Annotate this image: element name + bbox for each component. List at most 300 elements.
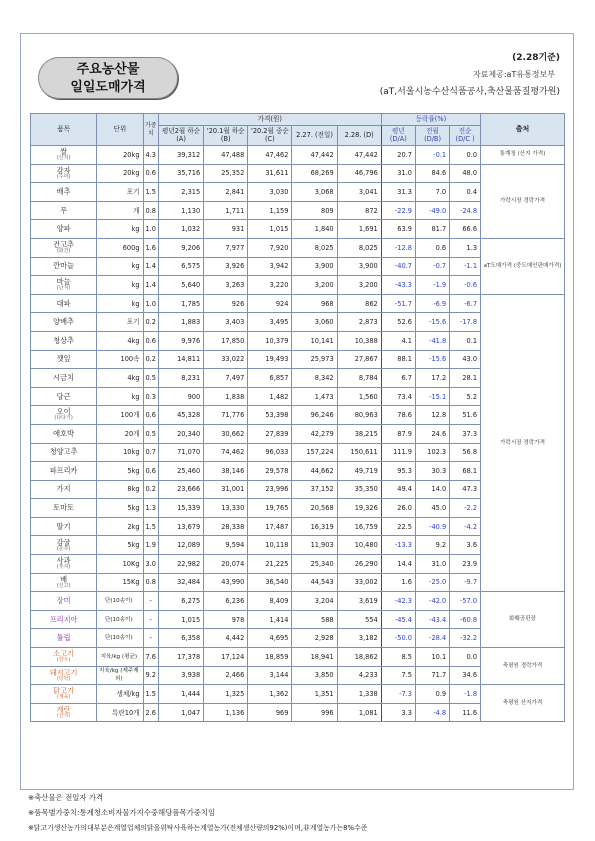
cell-item (31, 294, 97, 313)
col-unit: 단위 (97, 114, 143, 146)
item-name: 닭고기 (53, 686, 75, 696)
cell-rate-db: 24.6 (415, 424, 449, 443)
cell-price-b: 7,977 (204, 238, 248, 257)
cell-weight: 1.3 (143, 499, 158, 518)
cell-unit: 10kg (97, 443, 143, 462)
cell-unit: 특란10개 (97, 703, 143, 722)
cell-price-a: 23,666 (158, 480, 203, 499)
cell-weight: 0.7 (143, 443, 158, 462)
cell-price-d: 8,025 (337, 238, 381, 257)
cell-rate-da: 73.4 (381, 387, 415, 406)
cell-rate-dc: -2.2 (450, 499, 481, 518)
cell-price-prev: 2,928 (292, 629, 337, 648)
cell-price-prev: 3,200 (292, 276, 337, 295)
cell-price-b: 28,338 (204, 517, 248, 536)
col-price-c: '20.2월 중순(C) (248, 126, 292, 146)
cell-unit: 지육/kg (평균) (97, 648, 143, 667)
cell-unit: 지육/kg (제주제외) (97, 666, 143, 685)
cell-price-b: 3,263 (204, 276, 248, 295)
cell-rate-dc: -1.1 (450, 257, 481, 276)
cell-price-a: 32,484 (158, 573, 203, 592)
cell-price-d: 10,388 (337, 331, 381, 350)
cell-weight: - (143, 610, 158, 629)
cell-rate-da: 111.9 (381, 443, 415, 462)
item-subname: (난지) (56, 285, 71, 292)
cell-price-d: 26,290 (337, 555, 381, 574)
cell-unit: 100속 (97, 350, 143, 369)
col-price-a: 평년2월 하순(A) (158, 126, 203, 146)
cell-rate-da: 6.7 (381, 369, 415, 388)
cell-weight: 1.4 (143, 276, 158, 295)
cell-item (31, 406, 97, 425)
cell-price-c: 3,220 (248, 276, 292, 295)
cell-rate-db: -15.6 (415, 350, 449, 369)
cell-weight: 0.2 (143, 480, 158, 499)
item-name: 튤립 (56, 633, 71, 643)
item-subname: (산지) (56, 712, 71, 719)
cell-price-a: 25,460 (158, 462, 203, 481)
cell-rate-da: -12.8 (381, 238, 415, 257)
cell-weight: 0.6 (143, 164, 158, 183)
item-name: 오이 (56, 407, 71, 417)
cell-rate-db: 10.1 (415, 648, 449, 667)
cell-price-d: 3,041 (337, 183, 381, 202)
cell-rate-db: -15.6 (415, 313, 449, 332)
cell-item (31, 480, 97, 499)
cell-unit: kg (97, 276, 143, 295)
cell-unit: 20kg (97, 146, 143, 165)
cell-rate-db: -6.9 (415, 294, 449, 313)
cell-rate-dc: -32.2 (450, 629, 481, 648)
cell-rate-dc: -9.7 (450, 573, 481, 592)
cell-item (31, 276, 97, 295)
col-rate-dc: 전순 (D/C ) (450, 126, 481, 146)
cell-price-b: 6,236 (204, 592, 248, 611)
cell-rate-da: -45.4 (381, 610, 415, 629)
cell-rate-db: -0.7 (415, 257, 449, 276)
cell-price-c: 18,859 (248, 648, 292, 667)
cell-price-b: 30,662 (204, 424, 248, 443)
cell-price-c: 1,482 (248, 387, 292, 406)
cell-price-d: 35,350 (337, 480, 381, 499)
cell-unit: 10Kg (97, 555, 143, 574)
item-name: 깐마늘 (53, 261, 75, 271)
table-row (31, 648, 565, 667)
cell-item (31, 499, 97, 518)
item-name: 양파 (56, 224, 71, 234)
cell-rate-db: 9.2 (415, 536, 449, 555)
item-name: 돼지고기 (49, 667, 78, 677)
cell-rate-db: 102.3 (415, 443, 449, 462)
cell-price-a: 8,231 (158, 369, 203, 388)
cell-price-prev: 47,442 (292, 146, 337, 165)
cell-weight: 1.9 (143, 536, 158, 555)
cell-rate-da: -40.7 (381, 257, 415, 276)
cell-item (31, 220, 97, 239)
cell-unit: kg (97, 257, 143, 276)
cell-rate-db: 0.6 (415, 238, 449, 257)
cell-item (31, 703, 97, 722)
cell-price-c: 3,144 (248, 666, 292, 685)
cell-rate-da: 20.7 (381, 146, 415, 165)
cell-price-c: 3,030 (248, 183, 292, 202)
cell-rate-da: -50.0 (381, 629, 415, 648)
cell-rate-dc: -1.8 (450, 685, 481, 704)
cell-rate-db: -40.9 (415, 517, 449, 536)
item-name: 딸기 (56, 521, 71, 531)
cell-unit: 개 (97, 201, 143, 220)
cell-rate-dc: 23.9 (450, 555, 481, 574)
cell-price-b: 47,488 (204, 146, 248, 165)
cell-unit: 8kg (97, 480, 143, 499)
cell-price-a: 6,358 (158, 629, 203, 648)
cell-price-a: 71,070 (158, 443, 203, 462)
cell-source: 가락시장 경락가격 (481, 164, 565, 238)
cell-price-d: 3,182 (337, 629, 381, 648)
cell-weight: 3.0 (143, 555, 158, 574)
cell-price-b: 43,990 (204, 573, 248, 592)
cell-rate-dc: 3.6 (450, 536, 481, 555)
cell-price-b: 1,838 (204, 387, 248, 406)
cell-source: 가락시장 경락가격 (481, 294, 565, 592)
cell-price-c: 19,765 (248, 499, 292, 518)
cell-rate-dc: -60.8 (450, 610, 481, 629)
footnote-chicken: ※닭고기생산농가의대부분은계열업체의닭을위탁사육하는계열농가(전체생산량의92%)이며,非계열농가는8%수준 (28, 824, 368, 832)
cell-unit: 20개 (97, 424, 143, 443)
cell-price-b: 1,711 (204, 201, 248, 220)
item-subname: (신고) (56, 582, 71, 589)
cell-price-a: 3,938 (158, 666, 203, 685)
cell-source: 통계청 (산지 가격) (481, 146, 565, 165)
cell-price-prev: 1,473 (292, 387, 337, 406)
cell-weight: - (143, 629, 158, 648)
cell-rate-db: 81.7 (415, 220, 449, 239)
cell-rate-dc: -17.8 (450, 313, 481, 332)
item-name: 프리지아 (49, 614, 78, 624)
cell-rate-db: -28.4 (415, 629, 449, 648)
cell-price-b: 9,594 (204, 536, 248, 555)
cell-rate-dc: 11.6 (450, 703, 481, 722)
cell-item (31, 369, 97, 388)
cell-price-a: 1,444 (158, 685, 203, 704)
cell-unit: kg (97, 220, 143, 239)
cell-unit: kg (97, 294, 143, 313)
cell-rate-dc: 1.3 (450, 238, 481, 257)
cell-unit: 15Kg (97, 573, 143, 592)
cell-rate-dc: 0.4 (450, 183, 481, 202)
cell-rate-db: 0.9 (415, 685, 449, 704)
cell-price-c: 4,695 (248, 629, 292, 648)
cell-price-prev: 3,068 (292, 183, 337, 202)
cell-rate-dc: 48.0 (450, 164, 481, 183)
cell-rate-da: -43.3 (381, 276, 415, 295)
cell-rate-dc: 0.0 (450, 146, 481, 165)
cell-rate-dc: -24.8 (450, 201, 481, 220)
cell-price-b: 1,136 (204, 703, 248, 722)
cell-unit: 포기 (97, 183, 143, 202)
cell-rate-da: 31.0 (381, 164, 415, 183)
cell-rate-da: 4.1 (381, 331, 415, 350)
cell-price-c: 21,225 (248, 555, 292, 574)
item-subname: (다다기) (54, 415, 73, 422)
page-title (38, 57, 178, 99)
cell-price-c: 27,839 (248, 424, 292, 443)
cell-price-b: 2,466 (204, 666, 248, 685)
cell-price-a: 13,679 (158, 517, 203, 536)
cell-unit: 100개 (97, 406, 143, 425)
col-rate-group: 등락률(%) (381, 114, 480, 126)
item-name: 대파 (56, 298, 71, 308)
cell-price-c: 29,578 (248, 462, 292, 481)
cell-price-prev: 1,351 (292, 685, 337, 704)
cell-price-d: 554 (337, 610, 381, 629)
cell-rate-dc: 68.1 (450, 462, 481, 481)
cell-item (31, 443, 97, 462)
cell-weight: 0.8 (143, 573, 158, 592)
cell-price-a: 2,315 (158, 183, 203, 202)
cell-price-c: 96,033 (248, 443, 292, 462)
cell-unit: 4kg (97, 369, 143, 388)
title-line-1: 주요농산물 (76, 62, 140, 77)
cell-price-prev: 25,973 (292, 350, 337, 369)
cell-unit: 5kg (97, 536, 143, 555)
cell-unit: 포기 (97, 313, 143, 332)
cell-rate-da: 78.6 (381, 406, 415, 425)
cell-rate-db: -43.4 (415, 610, 449, 629)
col-weight: 가중치 (143, 114, 158, 146)
item-name: 감자 (56, 165, 71, 175)
cell-price-prev: 96,246 (292, 406, 337, 425)
cell-rate-da: -42.3 (381, 592, 415, 611)
cell-rate-db: -0.1 (415, 146, 449, 165)
cell-price-d: 1,338 (337, 685, 381, 704)
cell-weight: 0.5 (143, 424, 158, 443)
cell-unit: 2kg (97, 517, 143, 536)
cell-price-b: 3,926 (204, 257, 248, 276)
cell-price-c: 924 (248, 294, 292, 313)
cell-item (31, 629, 97, 648)
cell-weight: 0.2 (143, 350, 158, 369)
cell-price-c: 23,996 (248, 480, 292, 499)
item-name: 쌀 (60, 147, 68, 157)
cell-price-a: 14,811 (158, 350, 203, 369)
cell-unit: kg (97, 387, 143, 406)
title-line-2: 일일도매가격 (70, 80, 146, 95)
table-row (31, 294, 565, 313)
cell-item (31, 424, 97, 443)
cell-price-c: 53,398 (248, 406, 292, 425)
cell-weight: 1.5 (143, 517, 158, 536)
cell-price-c: 8,409 (248, 592, 292, 611)
cell-price-b: 20,074 (204, 555, 248, 574)
cell-price-a: 1,032 (158, 220, 203, 239)
cell-item (31, 573, 97, 592)
price-table (30, 113, 565, 722)
cell-price-c: 1,159 (248, 201, 292, 220)
cell-price-prev: 968 (292, 294, 337, 313)
cell-weight: 1.6 (143, 238, 158, 257)
cell-price-prev: 18,941 (292, 648, 337, 667)
cell-price-d: 2,873 (337, 313, 381, 332)
cell-rate-db: 17.2 (415, 369, 449, 388)
cell-price-d: 8,784 (337, 369, 381, 388)
cell-item (31, 610, 97, 629)
cell-weight: 9.2 (143, 666, 158, 685)
item-subname: (한우) (56, 657, 71, 664)
cell-price-prev: 10,141 (292, 331, 337, 350)
item-name: 감귤 (56, 537, 71, 547)
cell-rate-db: -41.8 (415, 331, 449, 350)
cell-item (31, 313, 97, 332)
cell-rate-db: 14.0 (415, 480, 449, 499)
col-rate-db: 전월 (D/B) (415, 126, 449, 146)
cell-price-b: 13,330 (204, 499, 248, 518)
cell-price-prev: 3,060 (292, 313, 337, 332)
cell-price-prev: 16,319 (292, 517, 337, 536)
cell-rate-dc: 47.3 (450, 480, 481, 499)
cell-price-a: 6,275 (158, 592, 203, 611)
cell-item (31, 164, 97, 183)
item-name: 배 (60, 574, 68, 584)
cell-rate-dc: 28.1 (450, 369, 481, 388)
item-name: 장미 (56, 596, 71, 606)
col-price-b: '20.1월 하순(B) (204, 126, 248, 146)
cell-rate-db: -25.0 (415, 573, 449, 592)
cell-price-c: 7,920 (248, 238, 292, 257)
cell-price-b: 978 (204, 610, 248, 629)
cell-rate-da: 52.6 (381, 313, 415, 332)
cell-rate-db: 45.0 (415, 499, 449, 518)
cell-price-d: 872 (337, 201, 381, 220)
item-subname: (계육) (56, 694, 71, 701)
cell-rate-da: 95.3 (381, 462, 415, 481)
cell-weight: 1.4 (143, 257, 158, 276)
cell-price-d: 1,081 (337, 703, 381, 722)
cell-price-d: 46,796 (337, 164, 381, 183)
data-sources: (aT,서울시농수산식품공사,축산물품질평가원) (379, 87, 560, 97)
cell-rate-db: -15.1 (415, 387, 449, 406)
cell-price-d: 80,963 (337, 406, 381, 425)
cell-weight: 4.3 (143, 146, 158, 165)
col-price-prev: 2.27. (전일) (292, 126, 337, 146)
cell-unit: 단(10송이) (97, 610, 143, 629)
cell-price-a: 1,883 (158, 313, 203, 332)
cell-price-a: 6,575 (158, 257, 203, 276)
cell-rate-dc: 43.0 (450, 350, 481, 369)
table-row (31, 685, 565, 704)
cell-rate-db: 7.0 (415, 183, 449, 202)
cell-rate-dc: 66.6 (450, 220, 481, 239)
cell-rate-da: 63.9 (381, 220, 415, 239)
cell-price-c: 969 (248, 703, 292, 722)
cell-price-prev: 809 (292, 201, 337, 220)
cell-rate-dc: 56.8 (450, 443, 481, 462)
cell-weight: 0.3 (143, 387, 158, 406)
cell-rate-dc: 0.0 (450, 648, 481, 667)
item-name: 토마토 (53, 503, 75, 513)
cell-weight: 1.0 (143, 220, 158, 239)
cell-price-a: 22,982 (158, 555, 203, 574)
item-name: 양배추 (53, 317, 75, 327)
table-row (31, 164, 565, 183)
cell-unit: 5kg (97, 462, 143, 481)
item-name: 청양고추 (49, 447, 78, 457)
cell-weight: 0.6 (143, 406, 158, 425)
cell-price-d: 33,002 (337, 573, 381, 592)
cell-weight: 0.8 (143, 201, 158, 220)
cell-weight: 0.2 (143, 313, 158, 332)
cell-rate-dc: -57.0 (450, 592, 481, 611)
item-name: 파프리카 (49, 465, 78, 475)
cell-price-a: 35,716 (158, 164, 203, 183)
cell-price-b: 17,850 (204, 331, 248, 350)
cell-price-b: 2,841 (204, 183, 248, 202)
cell-unit: 단(10송이) (97, 592, 143, 611)
cell-rate-da: -51.7 (381, 294, 415, 313)
cell-price-b: 17,124 (204, 648, 248, 667)
cell-price-prev: 3,850 (292, 666, 337, 685)
cell-price-a: 45,328 (158, 406, 203, 425)
item-name: 가지 (56, 484, 71, 494)
cell-item (31, 462, 97, 481)
item-name: 무 (60, 205, 68, 215)
cell-price-a: 39,312 (158, 146, 203, 165)
cell-price-d: 27,867 (337, 350, 381, 369)
cell-price-prev: 25,340 (292, 555, 337, 574)
item-name: 건고추 (53, 240, 75, 250)
cell-rate-da: 3.3 (381, 703, 415, 722)
cell-item (31, 257, 97, 276)
cell-unit: 600g (97, 238, 143, 257)
cell-rate-db: 12.8 (415, 406, 449, 425)
cell-rate-db: 30.3 (415, 462, 449, 481)
cell-price-c: 1,362 (248, 685, 292, 704)
cell-price-c: 1,015 (248, 220, 292, 239)
cell-price-d: 47,442 (337, 146, 381, 165)
cell-unit: 20kg (97, 164, 143, 183)
cell-weight: 0.5 (143, 369, 158, 388)
cell-price-b: 931 (204, 220, 248, 239)
item-name: 계란 (56, 704, 71, 714)
cell-rate-da: 88.1 (381, 350, 415, 369)
cell-price-prev: 1,840 (292, 220, 337, 239)
cell-price-a: 1,785 (158, 294, 203, 313)
cell-price-a: 17,378 (158, 648, 203, 667)
item-name: 시금치 (53, 372, 75, 382)
cell-price-b: 4,442 (204, 629, 248, 648)
cell-price-b: 71,776 (204, 406, 248, 425)
cell-source: aT도매가격 (중도매인판매가격) (481, 238, 565, 294)
cell-weight: 0.6 (143, 331, 158, 350)
cell-rate-da: 1.6 (381, 573, 415, 592)
cell-price-prev: 37,152 (292, 480, 337, 499)
item-subname: (탕박) (56, 675, 71, 682)
cell-price-b: 7,497 (204, 369, 248, 388)
cell-weight: 1.5 (143, 685, 158, 704)
cell-rate-dc: -4.2 (450, 517, 481, 536)
item-name: 배추 (56, 186, 71, 196)
cell-price-prev: 996 (292, 703, 337, 722)
cell-price-prev: 44,543 (292, 573, 337, 592)
item-name: 소고기 (53, 649, 75, 659)
cell-item (31, 350, 97, 369)
item-subname: (수미) (56, 173, 71, 180)
item-subname: (온주) (56, 545, 71, 552)
data-provider: 자료제공:aT유통정보부 (472, 70, 555, 79)
cell-item (31, 648, 97, 667)
item-name: 깻잎 (56, 354, 71, 364)
cell-price-a: 900 (158, 387, 203, 406)
